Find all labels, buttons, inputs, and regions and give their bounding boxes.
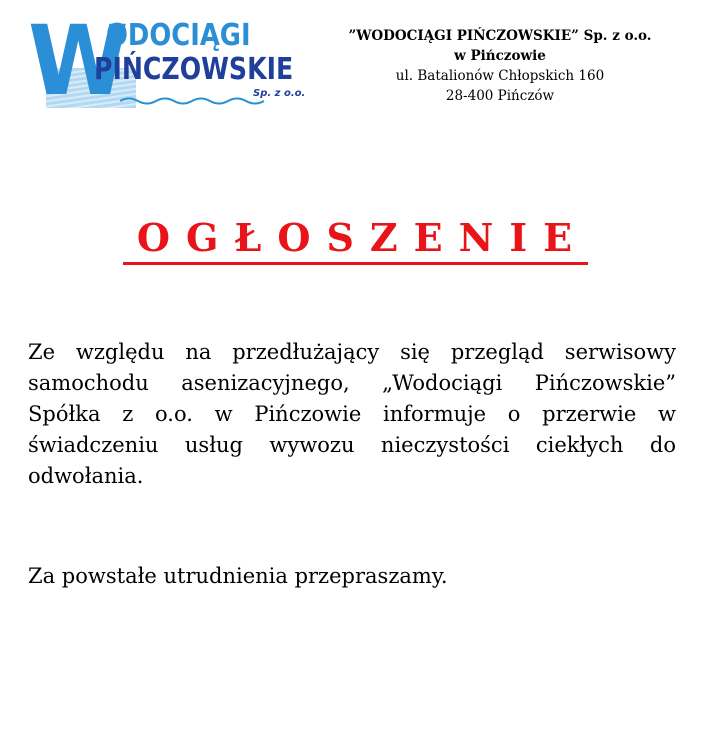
announcement-title: OGŁOSZENIE <box>123 214 588 265</box>
company-address-block <box>330 26 670 106</box>
company-city: w Pińczowie <box>454 48 546 64</box>
logo-wave-icon <box>120 96 268 106</box>
announcement-body: Ze względu na przedłużający się przegląd serwisowy samochodu asenizacyjnego, „Wodociągi Pińczowskie” Spółka z o.o. w Pińczowie informuje o przerwie w świadczeniu usług wywozu nieczystości ciekłych do odwołania. <box>28 340 676 488</box>
company-postal: 28-400 Pińczów <box>445 88 555 104</box>
announcement-closing: Za powstałe utrudnienia przepraszamy. <box>28 564 448 588</box>
logo-text-wodociagi: ODOCIĄGI <box>106 18 251 53</box>
logo-text-pinczowskie: PIŃCZOWSKIE <box>94 52 294 87</box>
company-name: ”WODOCIĄGI PIŃCZOWSKIE” Sp. z o.o. <box>348 28 652 44</box>
announcement-title-wrap <box>0 214 711 265</box>
company-logo <box>28 5 318 117</box>
logo-company-suffix: Sp. z o.o. <box>253 88 306 99</box>
company-street: ul. Batalionów Chłopskich 160 <box>395 68 605 84</box>
logo-letter-w: W <box>28 5 125 117</box>
